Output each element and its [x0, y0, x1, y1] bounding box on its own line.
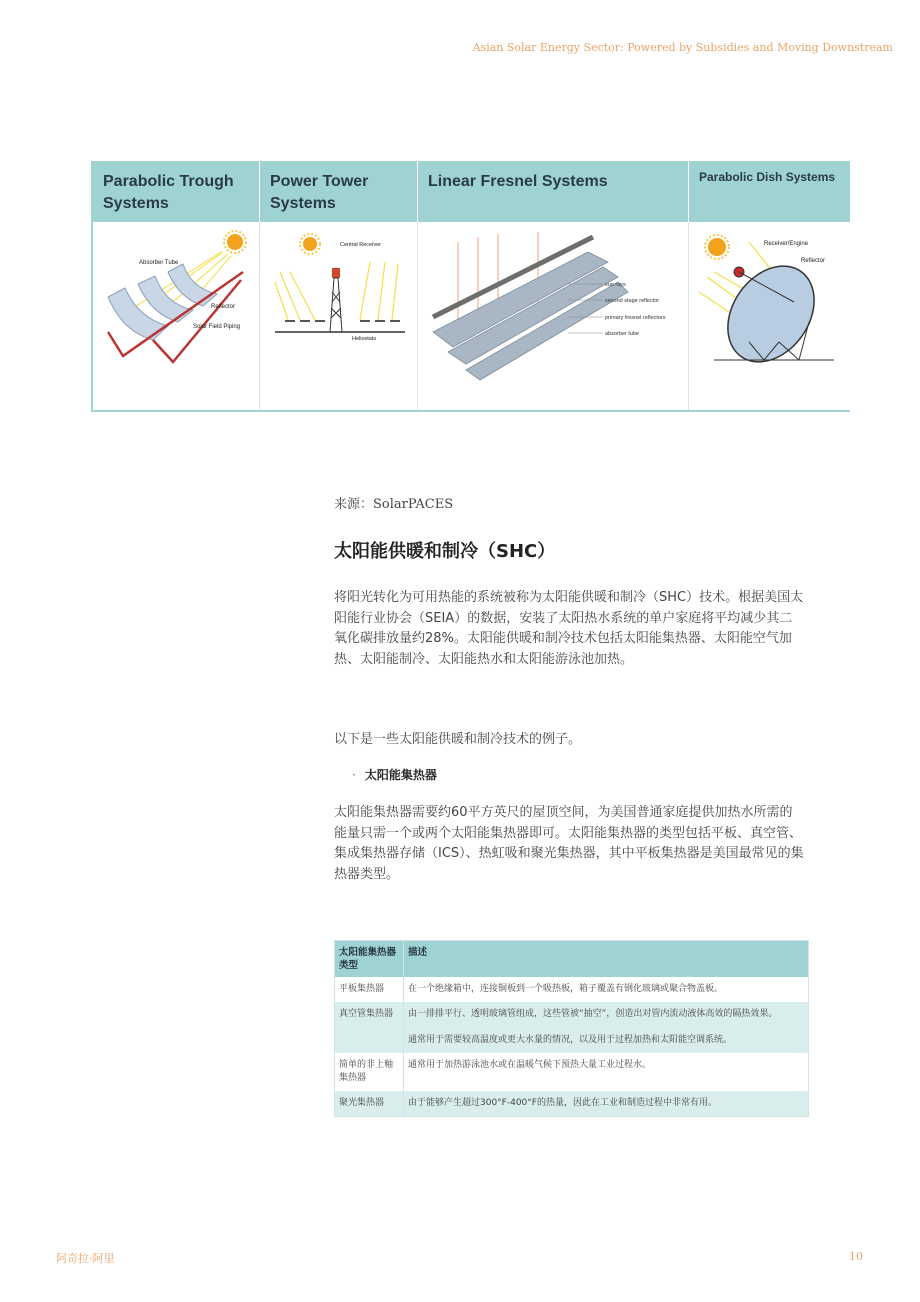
linear-fresnel-diagram: [418, 222, 689, 410]
figure-header-row: [93, 161, 850, 222]
footer-author: 阿奇拉·阿里: [56, 1252, 115, 1265]
page-number: 10: [849, 1250, 863, 1263]
label-reflector: Reflector: [801, 258, 826, 264]
sun-icon: [705, 235, 729, 259]
running-header: Asian Solar Energy Sector: Powered by Subsidies and Moving Downstream: [472, 41, 893, 54]
bullet-solar-collectors: [352, 766, 437, 783]
figure-source: 来源：SolarPACES: [334, 497, 454, 512]
label-central-receiver: Central Receiver: [340, 242, 381, 248]
table-row: [335, 1002, 809, 1053]
parabolic-dish-diagram: [689, 222, 850, 410]
power-tower-diagram: [260, 222, 418, 410]
figure-col-power-tower: Power Tower Systems: [260, 161, 418, 222]
table-cell-description: 由于能够产生超过300°F-400°F的热量，因此在工业和制造过程中非常有用。: [404, 1091, 809, 1117]
table-row: [335, 1091, 809, 1117]
bullet-marker: ·: [352, 768, 356, 782]
table-header-type: 太阳能集热器类型: [335, 941, 404, 978]
label-reflector: Reflector: [211, 304, 236, 310]
table-header-row: [335, 941, 809, 978]
table-cell-description: 由一排排平行、透明玻璃管组成，这些管被“抽空”，创造出对管内流动液体高效的隔热效果。 通常用于需要较高温度或更大水量的情况，以及用于过程加热和太阳能空调系统。: [404, 1002, 809, 1053]
table-cell-type: 平板集热器: [339, 984, 385, 994]
figure-col-linear-fresnel: Linear Fresnel Systems: [418, 161, 689, 222]
paragraph-solar-collectors: 太阳能集热器需要约60平方英尺的屋顶空间，为美国普通家庭提供加热水所需的能量只需一个或两个太阳能集热器即可。太阳能集热器的类型包括平板、真空管、集成集热器存储（ICS）、热虹吸和聚光集热器，其中平板集热器是美国最常见的集热器类型。: [334, 805, 804, 882]
label-heliostats: Heliostats: [352, 336, 377, 342]
table-cell-description: 通常用于加热游泳池水或在温暖气候下预热大量工业过程水。: [404, 1053, 809, 1091]
table-cell-type: 简单的非上釉集热器: [339, 1060, 394, 1083]
label-absorber-tube: absorber tube: [605, 331, 639, 337]
sun-icon: [300, 234, 320, 254]
table-header-description: 描述: [404, 941, 809, 978]
label-receiver-engine: Receiver/Engine: [764, 241, 809, 247]
figure-col-parabolic-dish: Parabolic Dish Systems: [699, 170, 836, 184]
label-sun-rays: sun rays: [605, 282, 626, 288]
table-row: [335, 977, 809, 1002]
parabolic-trough-diagram: [93, 222, 260, 410]
label-absorber-tube: Absorber Tube: [139, 260, 179, 266]
section-title: 太阳能供暖和制冷（SHC）: [334, 541, 556, 562]
csp-systems-figure: [91, 161, 850, 412]
paragraph-examples-intro: 以下是一些太阳能供暖和制冷技术的例子。: [334, 732, 582, 747]
bullet-text: 太阳能集热器: [364, 768, 437, 782]
label-second-stage-reflector: second stage reflector: [605, 298, 660, 304]
table-cell-description: 在一个绝缘箱中，连接铜板到一个吸热板，箱子覆盖有钢化玻璃或聚合物盖板。: [404, 977, 809, 1002]
figure-col-parabolic-trough: Parabolic Trough Systems: [93, 161, 260, 222]
sun-icon: [224, 231, 246, 253]
figure-image-row: [93, 222, 850, 410]
label-primary-fresnel-reflectors: primary fresnel reflectors: [605, 315, 666, 321]
table-cell-type: 聚光集热器: [335, 1091, 404, 1117]
paragraph-shc-intro: 将阳光转化为可用热能的系统被称为太阳能供暖和制冷（SHC）技术。根据美国太阳能行业协会（SEIA）的数据，安装了太阳热水系统的单户家庭将平均减少其二氧化碳排放量约28%。太阳能供暖和制冷技术包括太阳能集热器、太阳能空气加热、太阳能制冷、太阳能热水和太阳能游泳池加热。: [334, 590, 804, 667]
table-row: [335, 1053, 809, 1091]
label-solar-field-piping: Solar Field Piping: [193, 324, 241, 330]
table-cell-type: 真空管集热器: [335, 1002, 404, 1053]
collector-types-table: [334, 940, 809, 1117]
